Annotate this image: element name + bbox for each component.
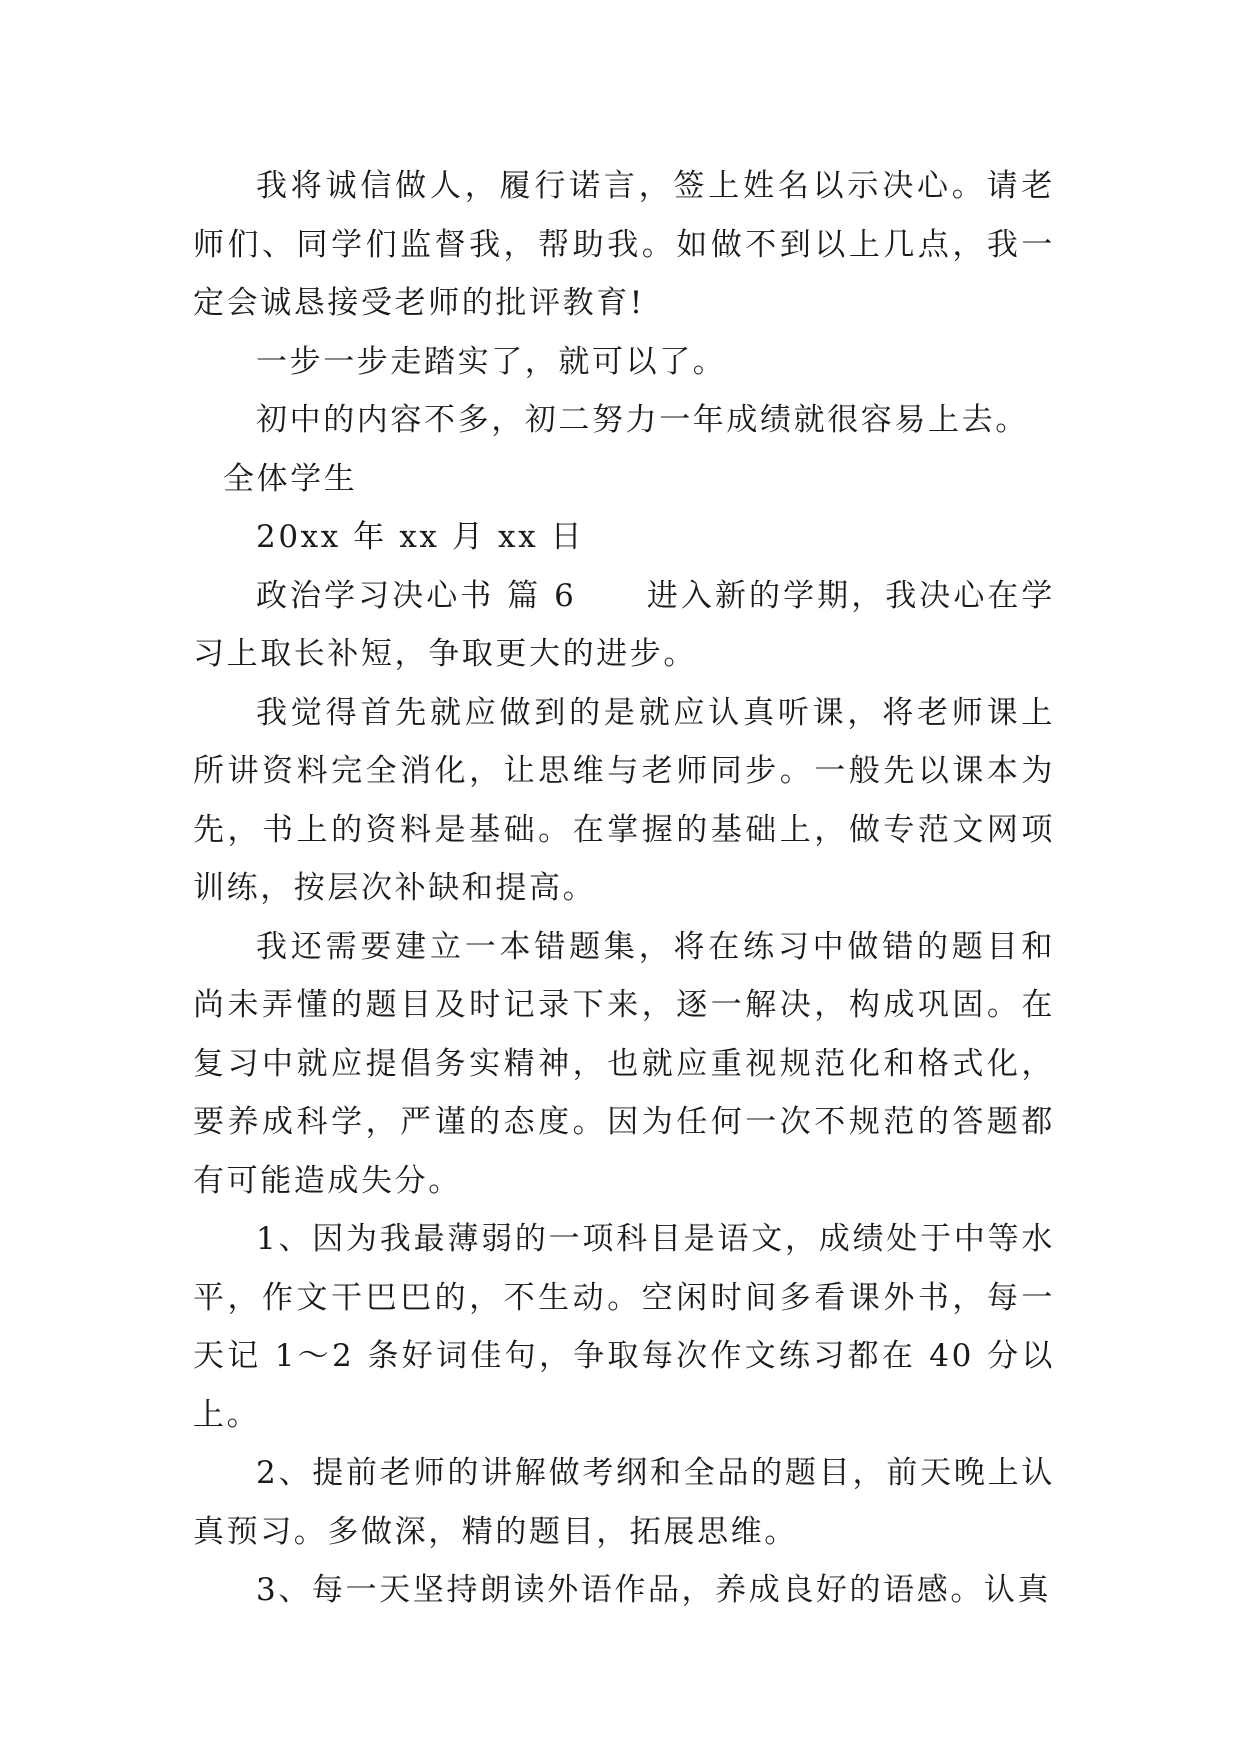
signature-all-students: 全体学生 [223,460,358,497]
paragraph-pledge: 我将诚信做人，履行诺言，签上姓名以示决心。请老师们、同学们监督我，帮助我。如做不到以上几点，我一定会诚恳接受老师的批评教育! [193,168,1055,321]
paragraph-step-by-step: 一步一步走踏实了，就可以了。 [256,343,727,380]
document-body [193,157,1055,1620]
paragraph-item-2: 2、提前老师的讲解做考纲和全品的题目，前天晚上认真预习。多做深，精的题目，拓展思维。 [193,1455,1055,1550]
signature-date: 20xx 年 xx 月 xx 日 [256,519,585,555]
paragraph-error-notebook: 我还需要建立一本错题集，将在练习中做错的题目和尚未弄懂的题目及时记录下来，逐一解决，构成巩固。在复习中就应提倡务实精神，也就应重视规范化和格式化，要养成科学，严谨的态度。因为任何一次不规范的答题都有可能造成失分。 [193,928,1055,1199]
paragraph-listening: 我觉得首先就应做到的是就应认真听课，将老师课上所讲资料完全消化，让思维与老师同步。一般先以课本为先，书上的资料是基础。在掌握的基础上，做专范文网项训练，按层次补缺和提高。 [193,694,1055,906]
section-lead: 进入新的学期，我决心在学习上取长补短，争取更大的进步。 [193,577,1056,672]
section-title: 政治学习决心书 篇 6 [256,577,577,614]
section-paragraph [193,567,1055,684]
paragraph-item-3: 3、每一天坚持朗读外语作品，养成良好的语感。认真 [256,1572,1052,1608]
paragraph-junior-high: 初中的内容不多，初二努力一年成绩就很容易上去。 [256,402,1029,438]
paragraph-item-1: 1、因为我最薄弱的一项科目是语文，成绩处于中等水平，作文干巴巴的，不生动。空闲时间多看课外书，每一天记 1～2 条好词佳句，争取每次作文练习都在 40 分以上。 [193,1221,1055,1433]
